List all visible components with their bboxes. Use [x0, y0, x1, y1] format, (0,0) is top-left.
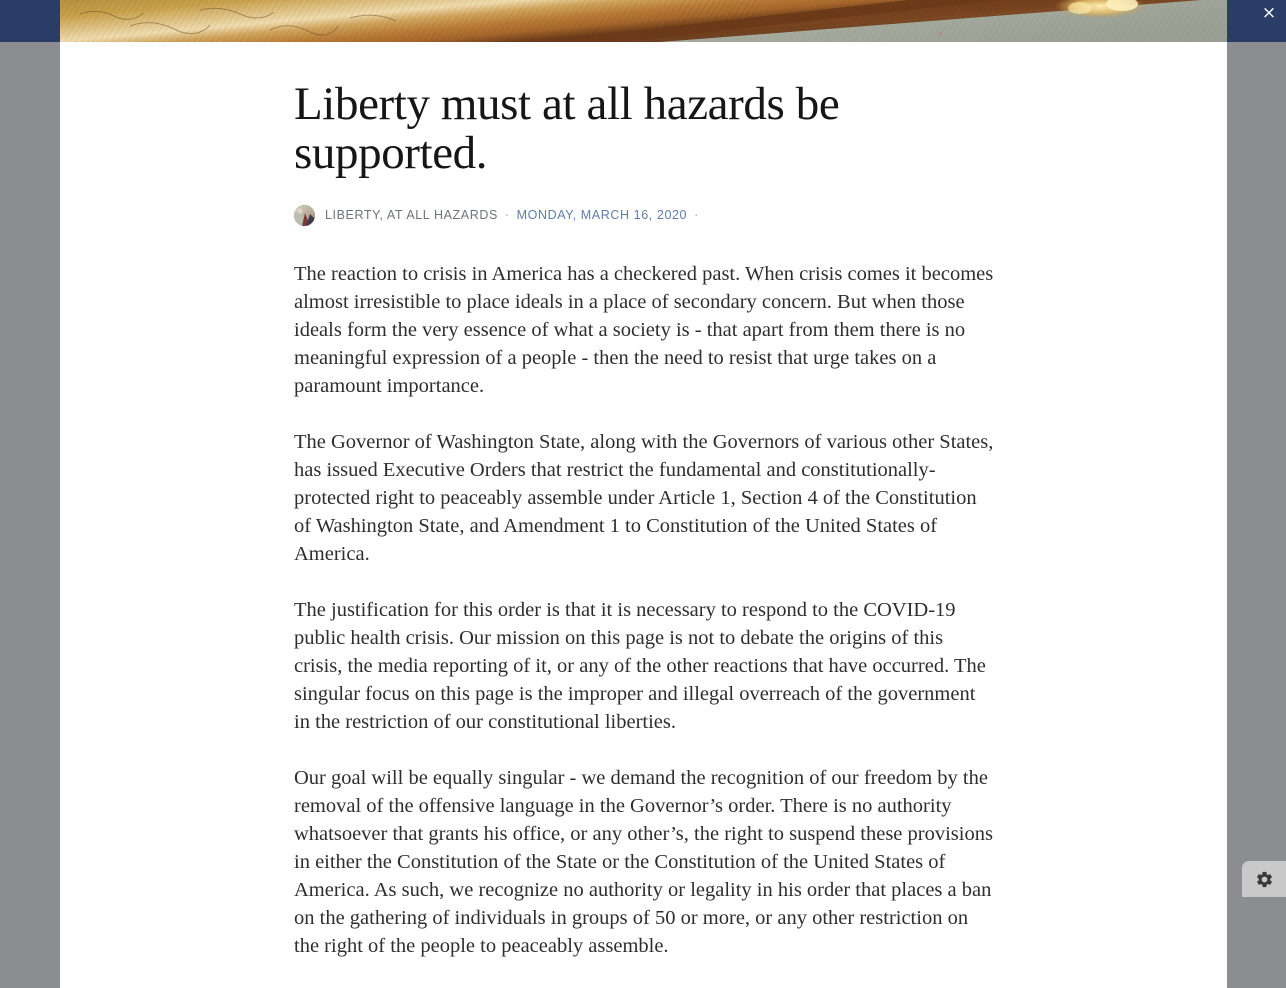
- gear-icon: [1255, 870, 1274, 889]
- close-icon[interactable]: ×: [1261, 3, 1277, 23]
- post-meta: [292, 205, 995, 226]
- avatar-image: [294, 205, 315, 226]
- post-date-link[interactable]: MONDAY, MARCH 16, 2020: [516, 208, 688, 223]
- page-content-column: [60, 0, 1227, 988]
- post-paragraph: The Governor of Washington State, along with the Governors of various other States, has issued Executive Orders that restrict the fundamental and constitutionally-protected right to peaceably assemble under Article 1, Section 4 of the Constitution of Washington State, and Amendment 1 to Constitution of the United States of America.: [294, 430, 994, 565]
- post-paragraph: The justification for this order is that it is necessary to respond to the COVID-19 public health crisis. Our mission on this page is not to debate the origins of this crisis, the media reporting of it, or any of the other reactions that have occurred. The singular focus on this page is the improper and illegal overreach of the government in the restriction of our constitutional liberties.: [294, 598, 986, 733]
- settings-button[interactable]: [1242, 861, 1286, 897]
- post-body: [292, 260, 995, 960]
- post-paragraph: Our goal will be equally singular - we demand the recognition of our freedom by the removal of the offensive language in the Governor’s order. There is no authority whatsoever that grants his office, or any other’s, the right to suspend these provisions in either the Constitution of the State or the Constitution of the United States of America. As such, we recognize no authority or legality in his order that places a ban on the gathering of individuals in groups of 50 or more, or any other restriction on the right of the people to peaceably assemble.: [294, 766, 993, 957]
- page-title: Liberty must at all hazards be supported.: [294, 78, 840, 180]
- hero-banner-image: [60, 0, 1227, 42]
- meta-trailing-separator: ·: [694, 208, 699, 223]
- parchment-banner-graphic: [60, 0, 1227, 42]
- avatar: [294, 205, 315, 226]
- article: [292, 42, 995, 960]
- post-author[interactable]: LIBERTY, AT ALL HAZARDS: [325, 208, 498, 223]
- post-paragraph: The reaction to crisis in America has a checkered past. When crisis comes it becomes almost irresistible to place ideals in a place of secondary concern. But when those ideals form the very essence of what a society is - that apart from them there is no meaningful expression of a people - then the need to resist that urge takes on a paramount importance.: [294, 262, 994, 397]
- meta-separator: ·: [504, 208, 510, 223]
